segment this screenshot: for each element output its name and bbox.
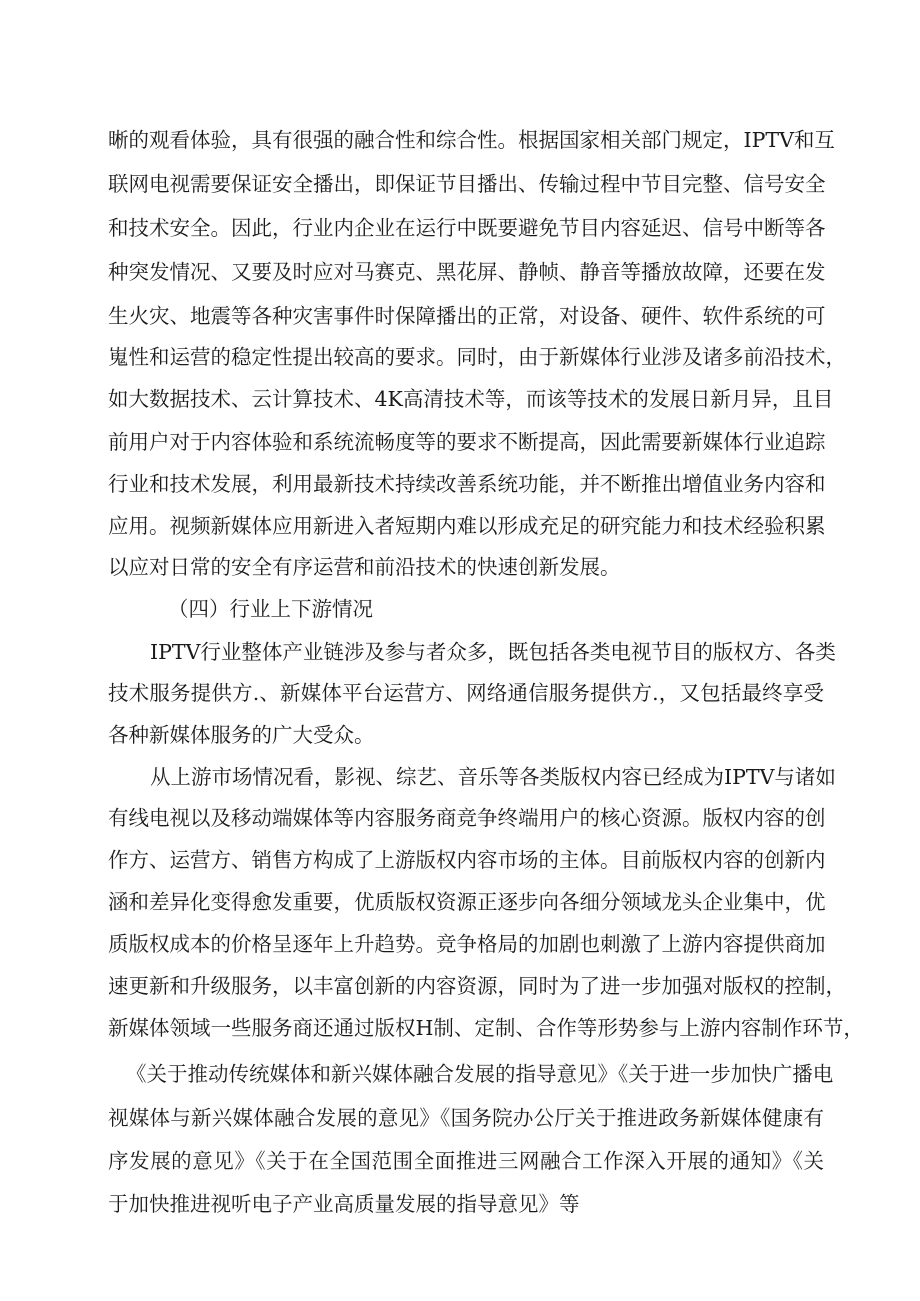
paragraph-line: 前用户对于内容体验和系统流畅度等的要求不断提高，因此需要新媒体行业追踪 [108, 430, 826, 454]
paragraph-line: 联网电视需要保证安全播出，即保证节目播出、传输过程中节目完整、信号安全 [108, 172, 826, 196]
footnote-line: 视媒体与新兴媒体融合发展的意见》《国务院办公厅关于推进政务新媒体健康有 [108, 1106, 824, 1130]
footnote-line: 于加快推进视听电子产业高质量发展的指导意见》等 [108, 1192, 580, 1216]
paragraph-line: IPTV行业整体产业链涉及参与者众多，既包括各类电视节目的版权方、各类 [150, 640, 836, 664]
paragraph-line: 晰的观看体验，具有很强的融合性和综合性。根据国家相关部门规定，IPTV和互 [108, 128, 835, 152]
paragraph-line: 各种新媒体服务的广大受众。 [108, 723, 375, 747]
paragraph-line: 和技术安全。因此，行业内企业在运行中既要避免节目内容延迟、信号中断等各 [108, 216, 826, 240]
paragraph-line: 如大数据技术、云计算技术、4K高清技术等，而该等技术的发展日新月异，且目 [108, 387, 834, 411]
paragraph-line: 种突发情况、又要及时应对马赛克、黑花屏、静帧、静音等播放故障，还要在发 [108, 260, 826, 284]
paragraph-line: 涵和差异化变得愈发重要，优质版权资源正逐步向各细分领域龙头企业集中，优 [108, 890, 826, 914]
paragraph-line: 生火灾、地震等各种灾害事件时保障播出的正常，对设备、硬件、软件系统的可 [108, 304, 826, 328]
paragraph-line: 以应对日常的安全有序运营和前沿技术的快速创新发展。 [108, 555, 621, 579]
section-heading: （四）行业上下游情况 [168, 597, 373, 621]
paragraph-line: 嵬性和运营的稳定性提出较高的要求。同时，由于新媒体行业涉及诸多前沿技术， [108, 345, 846, 369]
paragraph-line: 有线电视以及移动端媒体等内容服务商竞争终端用户的核心资源。版权内容的创 [108, 806, 826, 830]
paragraph-line: 从上游市场情况看，影视、综艺、音乐等各类版权内容已经成为IPTV与诸如 [150, 765, 836, 789]
paragraph-line: 速更新和升级服务，以丰富创新的内容资源，同时为了进一步加强对版权的控制， [108, 974, 846, 998]
footnote-line: 序发展的意见》《关于在全国范围全面推进三网融合工作深入开展的通知》《关 [108, 1149, 824, 1173]
paragraph-line: 作方、运营方、销售方构成了上游版权内容市场的主体。目前版权内容的创新内 [108, 848, 826, 872]
paragraph-line: 行业和技术发展，利用最新技术持续改善系统功能，并不断推出增值业务内容和 [108, 472, 826, 496]
footnote-line: 《关于推动传统媒体和新兴媒体融合发展的指导意见》《关于进一步加快广播电 [126, 1062, 834, 1086]
paragraph-line: 应用。视频新媒体应用新进入者短期内难以形成充足的研究能力和技术经验积累 [108, 514, 826, 538]
paragraph-line: 新媒体领域一些服务商还通过版权H制、定制、合作等形势参与上游内容制作环节， [108, 1016, 864, 1040]
paragraph-line: 质版权成本的价格呈逐年上升趋势。竞争格局的加剧也刺激了上游内容提供商加 [108, 932, 826, 956]
paragraph-line: 技术服务提供方.、新媒体平台运营方、网络通信服务提供方.，又包括最终享受 [108, 681, 824, 705]
